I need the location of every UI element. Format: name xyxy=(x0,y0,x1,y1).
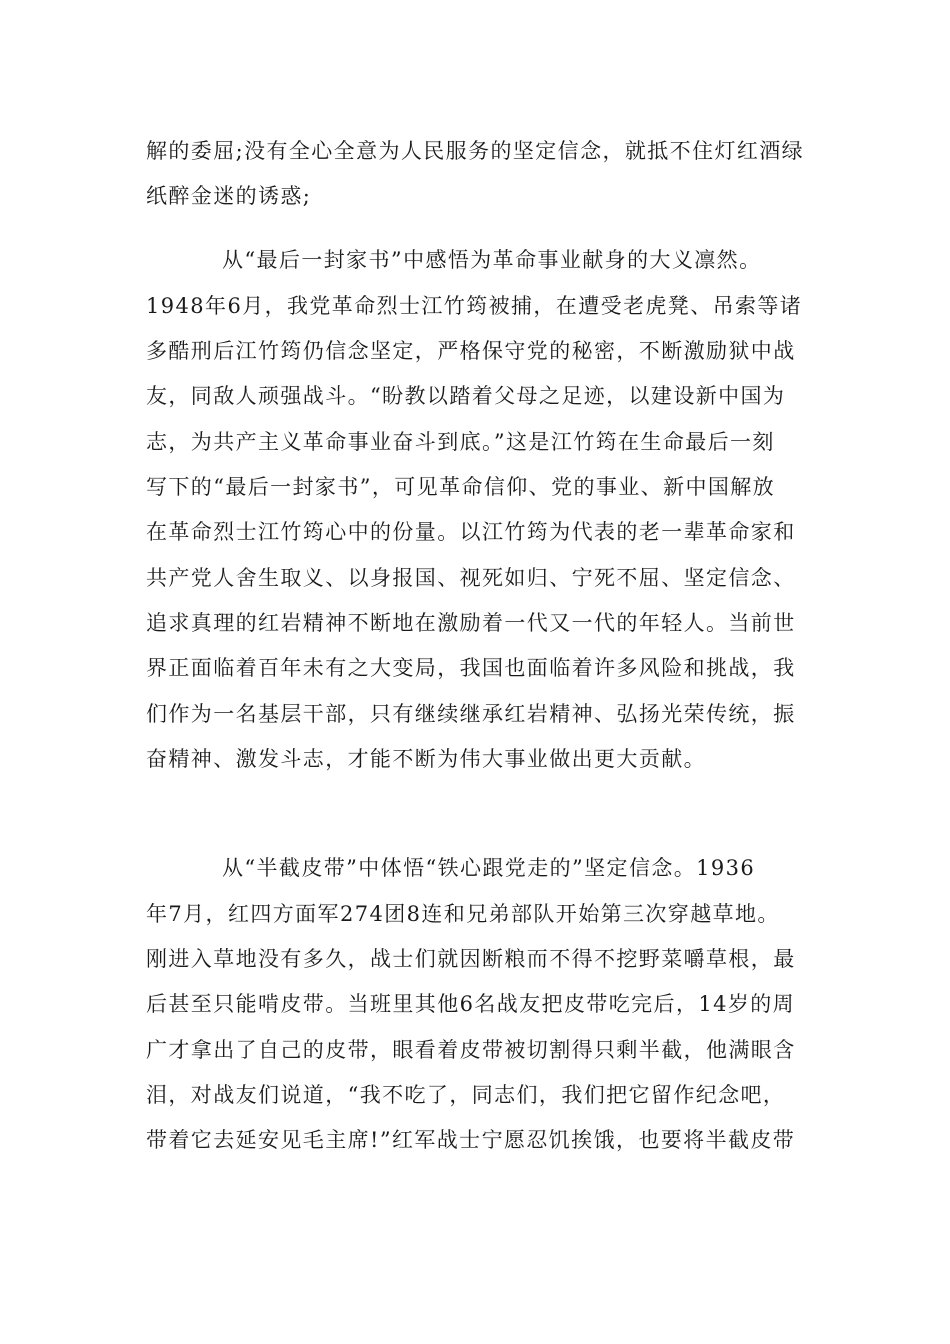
text-line: 纸醉金迷的诱惑; xyxy=(146,184,312,208)
text-line: 刚进入草地没有多久，战士们就因断粮而不得不挖野菜嚼草根，最 xyxy=(146,947,796,971)
text-line: 泪，对战友们说道，“我不吃了，同志们，我们把它留作纪念吧， xyxy=(146,1083,786,1107)
text-line: 后甚至只能啃皮带。当班里其他6名战友把皮带吃完后，14岁的周 xyxy=(146,992,796,1016)
text-line: 广才拿出了自己的皮带，眼看着皮带被切割得只剩半截，他满眼含 xyxy=(146,1038,796,1062)
text-line: 写下的“最后一封家书”，可见革命信仰、党的事业、新中国解放 xyxy=(146,475,776,499)
paragraph-first-line: 从“最后一封家书”中感悟为革命事业献身的大义凛然。 xyxy=(222,248,762,272)
text-line: 共产党人舍生取义、以身报国、视死如归、宁死不屈、坚定信念、 xyxy=(146,566,796,590)
text-line xyxy=(146,789,806,819)
text-line: 1948年6月，我党革命烈士江竹筠被捕，在遭受老虎凳、吊索等诸 xyxy=(146,294,803,318)
text-line: 志，为共产主义革命事业奋斗到底。”这是江竹筠在生命最后一刻 xyxy=(146,430,775,454)
text-line: 界正面临着百年未有之大变局，我国也面临着许多风险和挑战，我 xyxy=(146,656,796,680)
text-line: 在革命烈士江竹筠心中的份量。以江竹筠为代表的老一辈革命家和 xyxy=(146,520,796,544)
text-line: 多酷刑后江竹筠仍信念坚定，严格保守党的秘密，不断激励狱中战 xyxy=(146,339,796,363)
paragraph-first-line: 从“半截皮带”中体悟“铁心跟党走的”坚定信念。1936 xyxy=(222,856,756,880)
text-line: 解的委屈;没有全心全意为人民服务的坚定信念，就抵不住灯红酒绿 xyxy=(146,139,805,163)
text-line: 友，同敌人顽强战斗。“盼教以踏着父母之足迹，以建设新中国为 xyxy=(146,384,786,408)
text-line: 带着它去延安见毛主席!”红军战士宁愿忍饥挨饿，也要将半截皮带 xyxy=(146,1128,796,1152)
text-line xyxy=(146,1171,806,1201)
text-line: 年7月，红四方面军274团8连和兄弟部队开始第三次穿越草地。 xyxy=(146,902,780,926)
text-line: 追求真理的红岩精神不断地在激励着一代又一代的年轻人。当前世 xyxy=(146,611,796,635)
text-line: 奋精神、激发斗志，才能不断为伟大事业做出更大贡献。 xyxy=(146,747,706,771)
text-line: 们作为一名基层干部，只有继续继承红岩精神、弘扬光荣传统，振 xyxy=(146,702,796,726)
